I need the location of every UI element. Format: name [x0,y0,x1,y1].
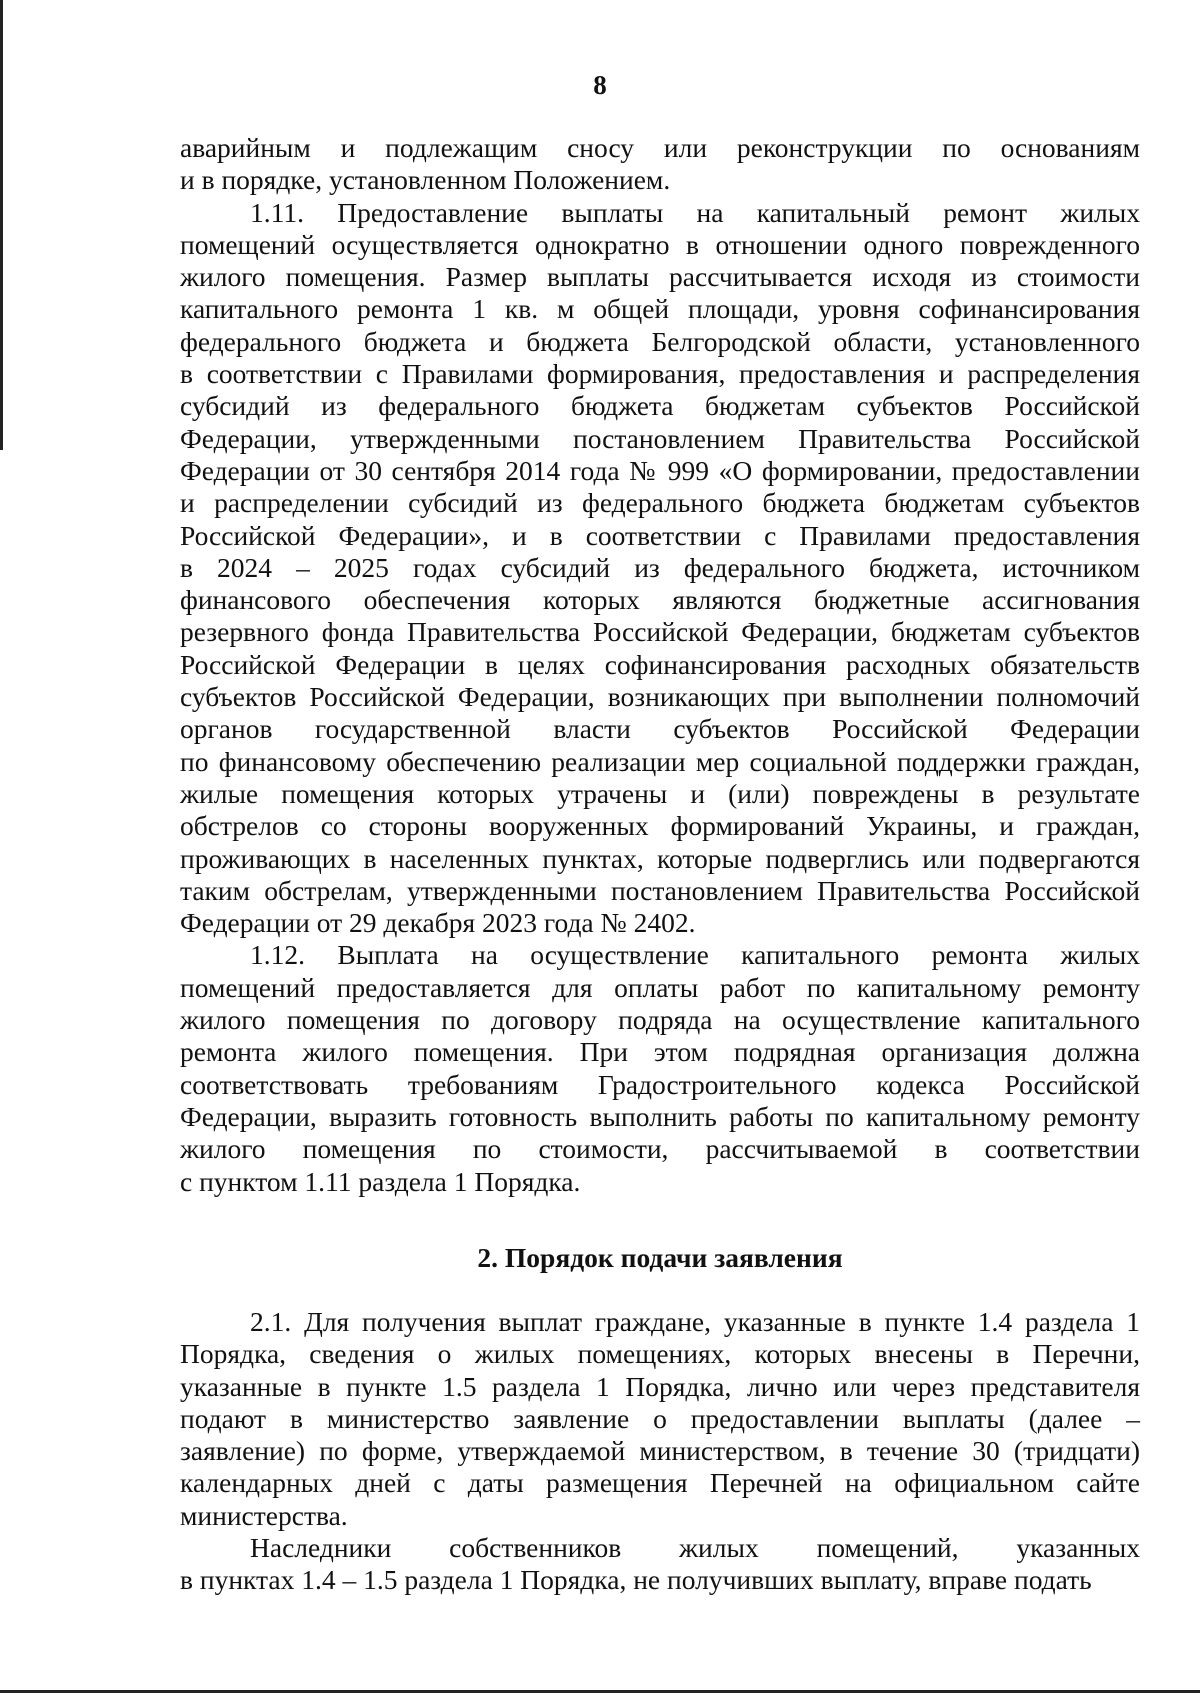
text-line: и в порядке, установленном Положением. [180,164,671,196]
text-line: обстрелов со стороны вооруженных формирований Украины, и граждан, [180,810,1140,842]
text-line: 1.12. Выплата на осуществление капитального ремонта жилых [250,939,1140,971]
text-line: таким обстрелам, утвержденными постановлением Правительства Российской [180,874,1140,906]
text-line: органов государственной власти субъектов Российской Федерации [180,713,1140,745]
text-line: жилого помещения по договору подряда на осуществление капитального [180,1004,1140,1036]
text-line: Федерации от 30 сентября 2014 года № 999 «О формировании, предоставлении [180,454,1140,486]
paragraph-p2_1 [180,1306,1140,1532]
paragraph-p0 [180,132,1140,197]
text-line: в 2024 – 2025 годах субсидий из федерального бюджета, источником [180,551,1140,583]
text-line: жилого помещения по стоимости, рассчитываемой в соответствии [180,1133,1140,1165]
text-line: помещений осуществляется однократно в отношении одного поврежденного [180,228,1140,260]
text-line: финансового обеспечения которых являются бюджетные ассигнования [180,584,1140,616]
text-line: ремонта жилого помещения. При этом подрядная организация должна [180,1036,1140,1068]
text-line: субсидий из федерального бюджета бюджетам субъектов Российской [180,390,1140,422]
text-line: Федерации, выразить готовность выполнить работы по капитальному ремонту [180,1100,1140,1132]
text-line: и распределении субсидий из федерального бюджета бюджетам субъектов [180,487,1140,519]
text-line: Наследники собственников жилых помещений, указанных [250,1532,1140,1564]
text-line: календарных дней с даты размещения Перечней на официальном сайте [180,1467,1140,1499]
text-line: Российской Федерации», и в соответствии с Правилами предоставления [180,519,1140,551]
text-line: Российской Федерации в целях софинансирования расходных обязательств [180,648,1140,680]
text-line: соответствовать требованиям Градостроительного кодекса Российской [180,1068,1140,1100]
text-line: федерального бюджета и бюджета Белгородской области, установленного [180,325,1140,357]
text-line: по финансовому обеспечению реализации мер социальной поддержки граждан, [180,745,1140,777]
document-body-top [180,132,1140,1198]
text-line: капитального ремонта 1 кв. м общей площади, уровня софинансирования [180,293,1140,325]
text-line: проживающих в населенных пунктах, которые подверглись или подвергаются [180,842,1140,874]
text-line: резервного фонда Правительства Российской Федерации, бюджетам субъектов [180,616,1140,648]
text-line: указанные в пункте 1.5 раздела 1 Порядка, лично или через представителя [180,1370,1140,1402]
text-line: помещений предоставляется для оплаты работ по капитальному ремонту [180,971,1140,1003]
section-heading: 2. Порядок подачи заявления [477,1242,843,1273]
text-line: 1.11. Предоставление выплаты на капитальный ремонт жилых [250,196,1140,228]
text-line: Федерации, утвержденными постановлением Правительства Российской [180,422,1140,454]
text-line: 2.1. Для получения выплат граждане, указанные в пункте 1.4 раздела 1 [250,1306,1140,1337]
paragraph-p1_12 [180,939,1140,1197]
text-line: с пунктом 1.11 раздела 1 Порядка. [180,1165,581,1197]
text-line: министерства. [180,1499,348,1531]
text-line: Федерации от 29 декабря 2023 года № 2402. [180,907,696,939]
scan-bottom-edge [0,1690,1200,1693]
document-body-bottom [180,1306,1140,1597]
text-line: подают в министерство заявление о предоставлении выплаты (далее – [180,1402,1140,1434]
text-line: жилого помещения. Размер выплаты рассчитывается исходя из стоимости [180,261,1140,293]
scan-left-edge [0,0,3,450]
text-line: аварийным и подлежащим сносу или реконструкции по основаниям [180,132,1140,163]
text-line: жилые помещения которых утрачены и (или) повреждены в результате [180,777,1140,809]
text-line: Порядка, сведения о жилых помещениях, которых внесены в Перечни, [180,1338,1140,1370]
text-line: в пунктах 1.4 – 1.5 раздела 1 Порядка, не получивших выплату, вправе подать [180,1564,1092,1596]
page-number: 8 [593,70,607,100]
text-line: заявление) по форме, утверждаемой министерством, в течение 30 (тридцати) [180,1435,1140,1467]
paragraph-p_heirs [180,1532,1140,1597]
text-line: в соответствии с Правилами формирования, предоставления и распределения [180,358,1140,390]
text-line: субъектов Российской Федерации, возникающих при выполнении полномочий [180,681,1140,713]
paragraph-p1_11 [180,197,1140,940]
